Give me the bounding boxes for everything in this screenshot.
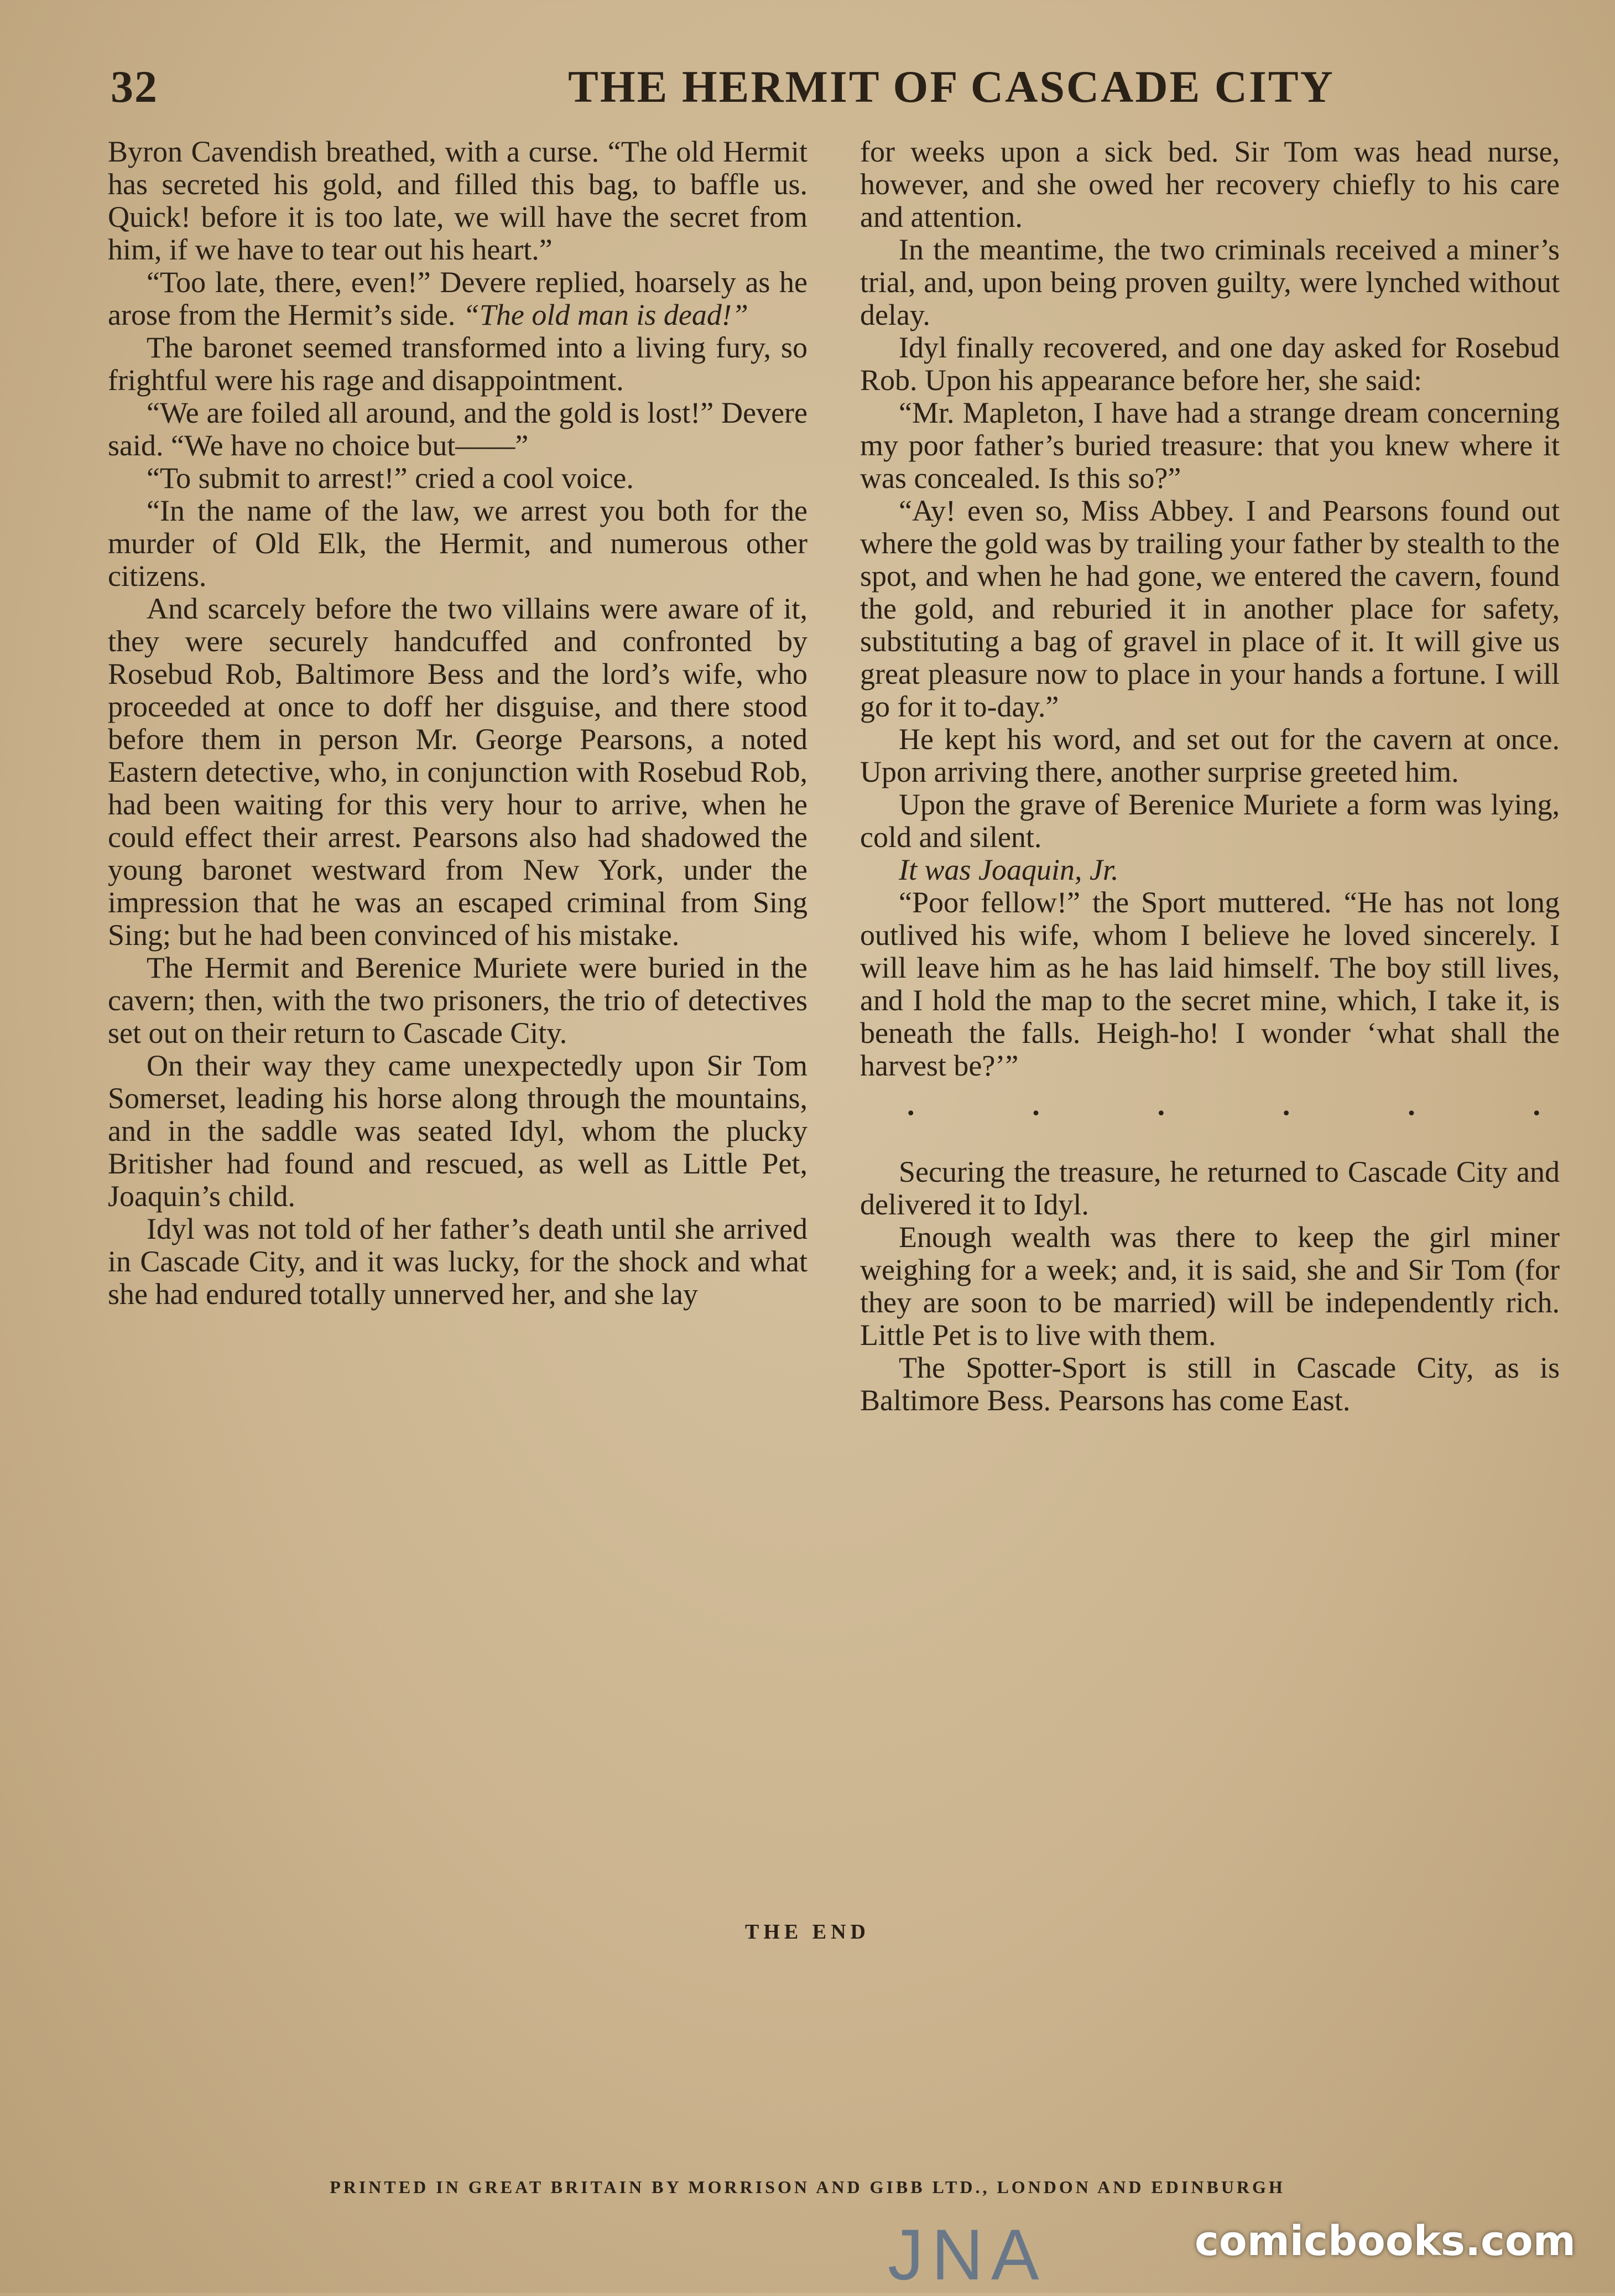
ink-stamp: JNA [888,2214,1047,2295]
site-watermark: comicbooks.com [1195,2217,1576,2265]
page-header [111,61,1571,122]
dot: . [1533,1088,1540,1121]
paragraph: The Hermit and Berenice Muriete were buried in the cavern; then, with the two prisoners, the trio of detectives set out on their return to Cascade City. [108,951,808,1050]
page-number: 32 [111,61,158,112]
paragraph: And scarcely before the two villains were aware of it, they were securely handcuffed and confronted by Rosebud Rob, Baltimore Bess and the lord’s wife, who proceeded at once to doff her disguise, and there stood before them in person Mr. George Pearsons, a noted Eastern detective, who, in conjunction with Rosebud Rob, had been waiting for this very hour to arrive, when he could effect their arrest. Pearsons also had shadowed the young baronet westward from New York, under the impression that he was an escaped criminal from Sing Sing; but he had been convinced of his mistake. [108,592,808,952]
paragraph: “In the name of the law, we arrest you both for the murder of Old Elk, the Hermit, and numerous other citizens. [108,494,808,593]
paragraph: On their way they came unexpectedly upon Sir Tom Somerset, leading his horse along through the mountains, and in the saddle was seated Idyl, whom the plucky Britisher had found and rescued, as well as Little Pet, Joaquin’s child. [108,1049,808,1213]
paragraph: Idyl finally recovered, and one day asked for Rosebud Rob. Upon his appearance before her, she said: [860,331,1560,397]
running-title: THE HERMIT OF CASCADE CITY [568,61,1335,112]
section-break-dots [860,1089,1560,1121]
left-column [108,136,808,1311]
paragraph: “To submit to arrest!” cried a cool voice. [147,461,634,495]
paragraph: Enough wealth was there to keep the girl miner weighing for a week; and, it is said, she and Sir Tom (for they are soon to be married) will be independently rich. Little Pet is to live with them. [860,1220,1560,1352]
dot: . [1408,1088,1415,1121]
paragraph-italic: It was Joaquin, Jr. [899,853,1119,886]
dot: . [907,1088,915,1121]
printer-imprint: PRINTED IN GREAT BRITAIN BY MORRISON AND GIBB LTD., LONDON AND EDINBURGH [330,2177,1285,2197]
dot: . [1282,1088,1290,1121]
paragraph: In the meantime, the two criminals received a miner’s trial, and, upon being proven guilty, were lynched without delay. [860,233,1560,331]
paragraph: Securing the treasure, he returned to Cascade City and delivered it to Idyl. [860,1155,1560,1221]
paragraph: “Ay! even so, Miss Abbey. I and Pearsons found out where the gold was by trailing your father by stealth to the spot, and when he had gone, we entered the cavern, found the gold, and reburied it in another place for safety, substituting a bag of gravel in place of it. It will give us great pleasure now to place in your hands a fortune. I will go for it to-day.” [860,494,1560,723]
paragraph: The baronet seemed transformed into a living fury, so frightful were his rage and disappointment. [108,331,808,397]
paragraph: “Too late, there, even!” Devere replied, hoarsely as he arose from the Hermit’s side. “The old man is dead!” [108,266,808,331]
the-end-label: THE END [745,1920,870,1944]
paragraph: He kept his word, and set out for the cavern at once. Upon arriving there, another surprise greeted him. [860,723,1560,788]
paragraph: for weeks upon a sick bed. Sir Tom was head nurse, however, and she owed her recovery chiefly to his care and attention. [860,135,1560,233]
paragraph: “Poor fellow!” the Sport muttered. “He has not long outlived his wife, whom I believe he loved sincerely. I will leave him as he has laid himself. The boy still lives, and I hold the map to the secret mine, which, I take it, is beneath the falls. Heigh-ho! I wonder ‘what shall the harvest be?’” [860,886,1560,1082]
right-column [860,136,1560,1417]
paragraph: The Spotter-Sport is still in Cascade City, as is Baltimore Bess. Pearsons has come East. [860,1351,1560,1417]
paragraph: “We are foiled all around, and the gold is lost!” Devere said. “We have no choice but——” [108,396,808,462]
dot: . [1032,1088,1040,1121]
dot: . [1157,1088,1165,1121]
paragraph: Upon the grave of Berenice Muriete a form was lying, cold and silent. [860,788,1560,854]
paragraph: Byron Cavendish breathed, with a curse. “The old Hermit has secreted his gold, and filled this bag, to baffle us. Quick! before it is too late, we will have the secret from him, if we have to tear out his heart.” [108,135,808,266]
italic-quote: “The old man is dead!” [462,298,748,331]
paragraph: “Mr. Mapleton, I have had a strange dream concerning my poor father’s buried treasure: that you knew where it was concealed. Is this so?” [860,396,1560,495]
paragraph: Idyl was not told of her father’s death until she arrived in Cascade City, and it was lucky, for the shock and what she had endured totally unnerved her, and she lay [108,1212,808,1311]
